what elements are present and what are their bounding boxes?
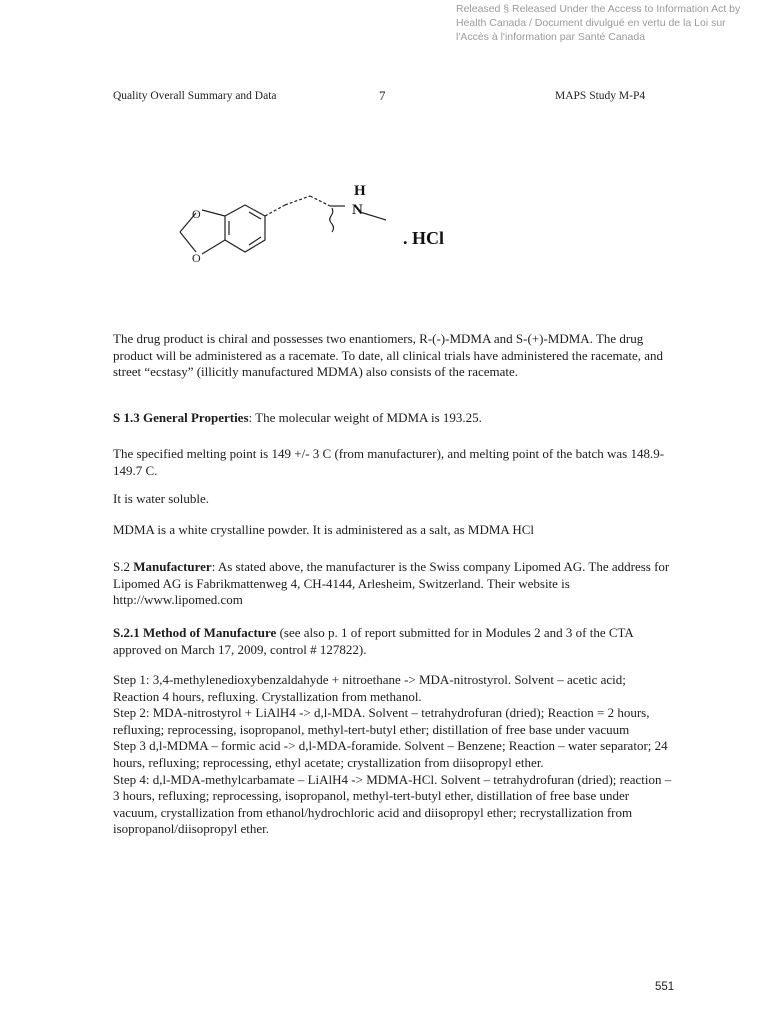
paragraph-general-properties [113, 410, 673, 427]
stamp-line-1: Released § Released Under the Access to Information Act by [456, 3, 741, 15]
hydrogen-label: H [354, 183, 366, 199]
general-properties-text: : The molecular weight of MDMA is 193.25. [248, 410, 482, 425]
paragraph-melting-point [113, 446, 673, 479]
oxygen-top-label: O [192, 207, 201, 221]
benzene-ring [225, 205, 265, 252]
header-page-number: 7 [379, 88, 386, 103]
method-text: (see also p. 1 of report submitted for in Modules 2 and 3 of the CTA approved on March 17, 2009, control # 127822). [113, 625, 634, 657]
manufacturer-text: : As stated above, the manufacturer is the Swiss company Lipomed AG. The address for Lipomed AG is Fabrikmattenweg 4, CH-4144, Arlesheim, Switzerland. Their website is http://www.lipomed.com [113, 559, 670, 608]
header-title: Quality Overall Summary and Data [113, 90, 277, 102]
hcl-salt-label: . HCl [403, 228, 445, 248]
section-heading-method: S.2.1 Method of Manufacture [113, 625, 277, 640]
side-chain-bond [265, 205, 285, 216]
step-1: Step 1: 3,4-methylenedioxybenzaldahyde + nitroethane -> MDA-nitrostyrol. Solvent – acetic acid; Reaction 4 hours, refluxing. Crystallization from methanol. [113, 672, 626, 704]
mdma-structure-diagram [150, 168, 400, 278]
paragraph-chirality [113, 331, 673, 381]
nitrogen-label: N [352, 202, 363, 218]
step-2: Step 2: MDA-nitrostyrol + LiAlH4 -> d,l-MDA. Solvent – tetrahydrofuran (dried); Reaction = 2 hours, refluxing; reprocessing, isopropanol, methyl-tert-butyl ether; distillation of free base under vacuum [113, 705, 650, 737]
solubility-text: It is water soluble. [113, 491, 210, 506]
appearance-text: MDMA is a white crystalline powder. It is administered as a salt, as MDMA HCl [113, 522, 535, 537]
stamp-line-2: Health Canada / Document divulgué en vertu de la Loi sur [456, 17, 726, 29]
header-study-id: MAPS Study M-P4 [555, 90, 646, 102]
paragraph-appearance [113, 522, 673, 539]
stamp-line-3: l'Accès à l'information par Santé Canada [456, 31, 646, 43]
paragraph-chirality-text: The drug product is chiral and possesses two enantiomers, R-(-)-MDMA and S-(+)-MDMA. The drug product will be administered as a racemate. To date, all clinical trials have administered the racemate, and street “ecstasy” (illicitly manufactured MDMA) also consists of the racemate. [113, 331, 664, 380]
footer-page-number: 551 [655, 981, 675, 993]
section-heading-manufacturer: Manufacturer [133, 559, 212, 574]
dioxole-bond [202, 210, 225, 216]
manufacturer-prefix: S.2 [113, 559, 134, 574]
oxygen-bottom-label: O [192, 251, 201, 265]
melting-point-text: The specified melting point is 149 +/- 3 C (from manufacturer), and melting point of the batch was 148.9-149.7 C. [113, 446, 665, 478]
release-stamp [456, 2, 762, 44]
paragraph-manufacturer [113, 559, 673, 609]
synthesis-steps [113, 672, 673, 838]
section-heading-general-properties: S 1.3 General Properties [113, 410, 249, 425]
step-3: Step 3 d,l-MDMA – formic acid -> d,l-MDA-foramide. Solvent – Benzene; Reaction – water separator; 24 hours, refluxing; reprocessing, ethyl acetate; crystallization from diisopropyl ether. [113, 738, 668, 770]
paragraph-solubility [113, 491, 673, 508]
step-4: Step 4: d,l-MDA-methylcarbamate – LiAlH4 -> MDMA-HCl. Solvent – tetrahydrofuran (dried); reaction – 3 hours, refluxing; reprocessing, isopropanol, methyl-tert-butyl ether, distillation of free base under vacuum, crystallization from ethanol/hydrochloric acid and diisopropyl ether; recrystallization from isopropanol/diisopropyl ether. [113, 771, 672, 837]
paragraph-method-of-manufacture [113, 625, 673, 658]
